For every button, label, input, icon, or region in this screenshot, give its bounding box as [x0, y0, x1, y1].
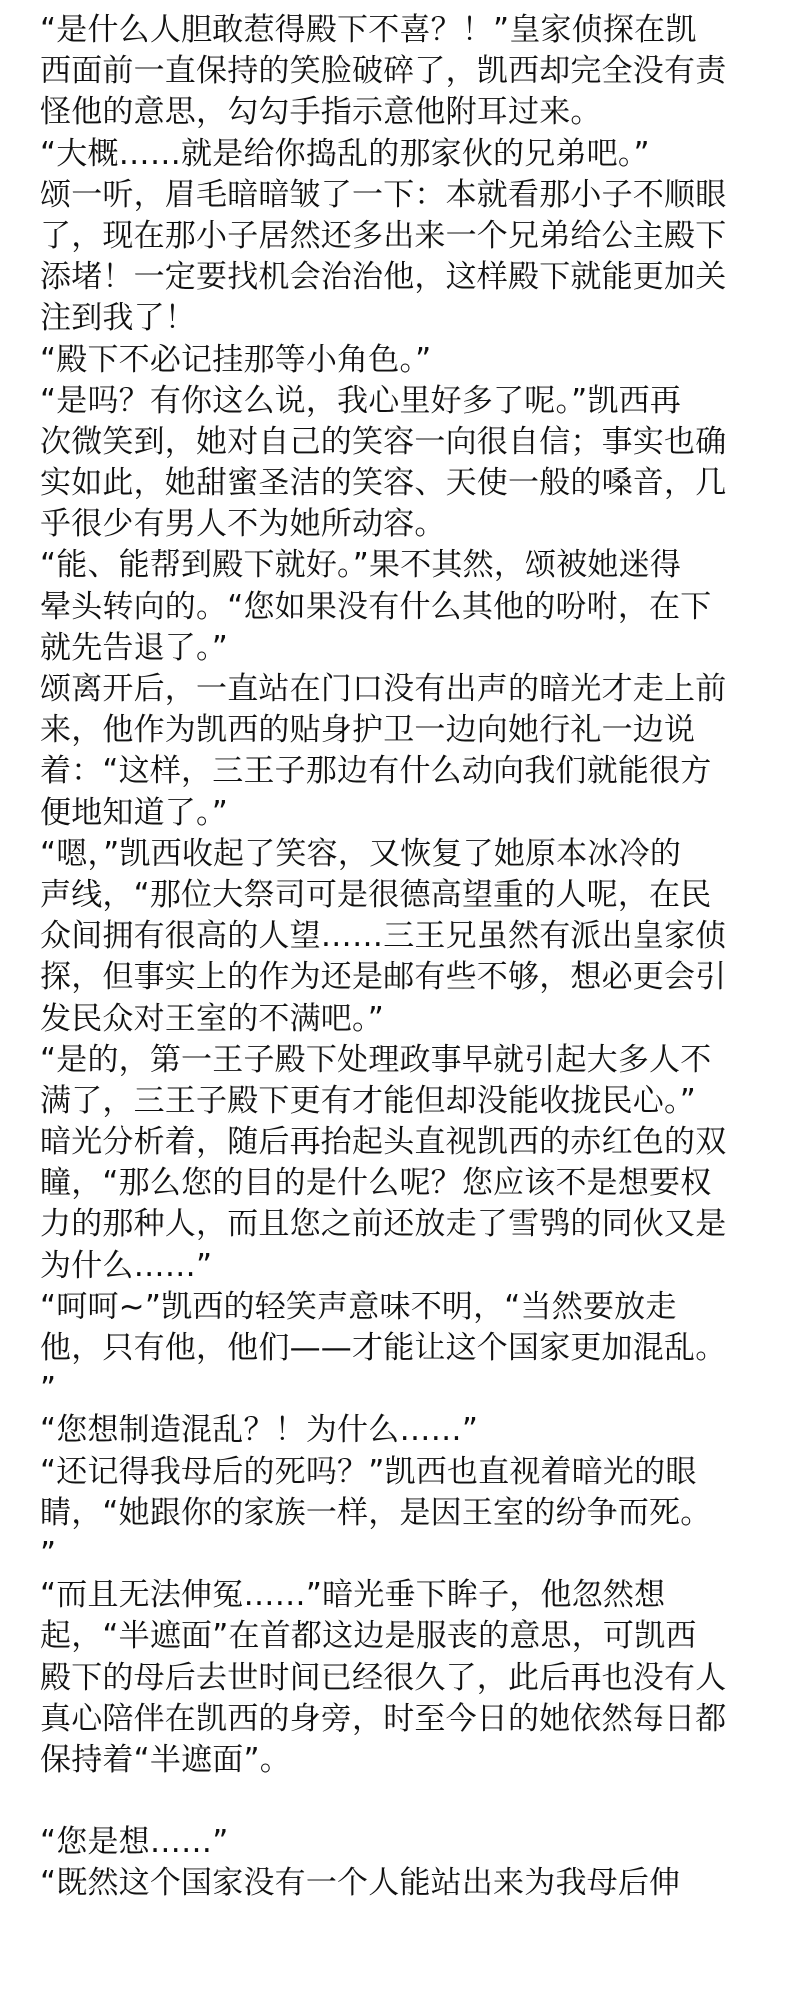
paragraph-line: 探，但事实上的作为还是邮有些不够，想必更会引: [40, 959, 727, 996]
paragraph-line: 了，现在那小子居然还多出来一个兄弟给公主殿下: [40, 217, 727, 254]
paragraph-line: “而且无法伸冤……”暗光垂下眸子，他忽然想: [40, 1577, 666, 1614]
paragraph-line: 晕头转向的。“您如果没有什么其他的吩咐，在下: [40, 588, 712, 625]
paragraph-line: 殿下的母后去世时间已经很久了，此后再也没有人: [40, 1659, 727, 1696]
paragraph-line: 发民众对王室的不满吧。”: [40, 1000, 384, 1037]
paragraph-line: “您想制造混乱？！为什么……”: [40, 1412, 479, 1449]
paragraph-line: “大概……就是给你捣乱的那家伙的兄弟吧。”: [40, 135, 650, 172]
paragraph-line: “嗯，”凯西收起了笑容，又恢复了她原本冰冷的: [40, 835, 682, 872]
paragraph-line: “既然这个国家没有一个人能站出来为我母后伸: [40, 1865, 681, 1902]
paragraph-line: 力的那种人，而且您之前还放走了雪鸮的同伙又是: [40, 1206, 727, 1243]
paragraph-line: ”: [40, 1371, 57, 1408]
paragraph-line: 来，他作为凯西的贴身护卫一边向她行礼一边说: [40, 712, 696, 749]
paragraph-line: 睛，“她跟你的家族一样，是因王室的纷争而死。: [40, 1494, 712, 1531]
paragraph-line: “能、能帮到殿下就好。”果不其然，颂被她迷得: [40, 547, 682, 584]
paragraph-line: “殿下不必记挂那等小角色。”: [40, 341, 432, 378]
paragraph-line: “是什么人胆敢惹得殿下不喜？！”皇家侦探在凯: [40, 12, 697, 48]
paragraph-line: 实如此，她甜蜜圣洁的笑容、天使一般的嗓音，几: [40, 465, 727, 502]
paragraph-line: 怪他的意思，勾勾手指示意他附耳过来。: [40, 94, 602, 131]
paragraph-line: 瞳，“那么您的目的是什么呢？您应该不是想要权: [40, 1165, 712, 1202]
paragraph-line: 众间拥有很高的人望……三王兄虽然有派出皇家侦: [40, 918, 727, 955]
paragraph-line: 就先告退了。”: [40, 629, 228, 666]
paragraph-line: “是吗？有你这么说，我心里好多了呢。”凯西再: [40, 382, 682, 419]
paragraph-line: 注到我了！: [40, 300, 196, 337]
blank-line: [40, 1781, 790, 1822]
paragraph-line: 西面前一直保持的笑脸破碎了，凯西却完全没有责: [40, 53, 727, 90]
paragraph-line: “还记得我母后的死吗？”凯西也直视着暗光的眼: [40, 1453, 697, 1490]
paragraph-line: ”: [40, 1535, 57, 1572]
paragraph-line: 乎很少有男人不为她所动容。: [40, 506, 446, 543]
paragraph-line: 颂离开后，一直站在门口没有出声的暗光才走上前: [40, 671, 727, 707]
paragraph-line: 添堵！一定要找机会治治他，这样殿下就能更加关: [40, 259, 727, 296]
paragraph-line: 他，只有他，他们——才能让这个国家更加混乱。: [40, 1330, 727, 1366]
paragraph-line: 颂一听，眉毛暗暗皱了一下：本就看那小子不顺眼: [40, 176, 727, 213]
paragraph-line: 为什么……”: [40, 1247, 213, 1284]
paragraph-line: 着：“这样，三王子那边有什么动向我们就能很方: [40, 753, 712, 790]
paragraph-line: 次微笑到，她对自己的笑容一向很自信；事实也确: [40, 423, 727, 460]
paragraph-line: 声线，“那位大祭司可是很德高望重的人呢，在民: [40, 876, 712, 913]
story-text: [40, 10, 790, 1905]
paragraph-line: 真心陪伴在凯西的身旁，时至今日的她依然每日都: [40, 1700, 727, 1737]
paragraph-line: “您是想……”: [40, 1824, 229, 1861]
paragraph-line: 起，“半遮面”在首都这边是服丧的意思，可凯西: [40, 1618, 697, 1655]
paragraph-line: “是的，第一王子殿下处理政事早就引起大多人不: [40, 1041, 712, 1078]
paragraph-line: “呵呵~”凯西的轻笑声意味不明，“当然要放走: [40, 1288, 677, 1325]
paragraph-line: 保持着“半遮面”。: [40, 1741, 291, 1778]
paragraph-line: 暗光分析着，随后再抬起头直视凯西的赤红色的双: [40, 1124, 727, 1161]
paragraph-line: 满了，三王子殿下更有才能但却没能收拢民心。”: [40, 1082, 696, 1119]
paragraph-line: 便地知道了。”: [40, 794, 228, 831]
